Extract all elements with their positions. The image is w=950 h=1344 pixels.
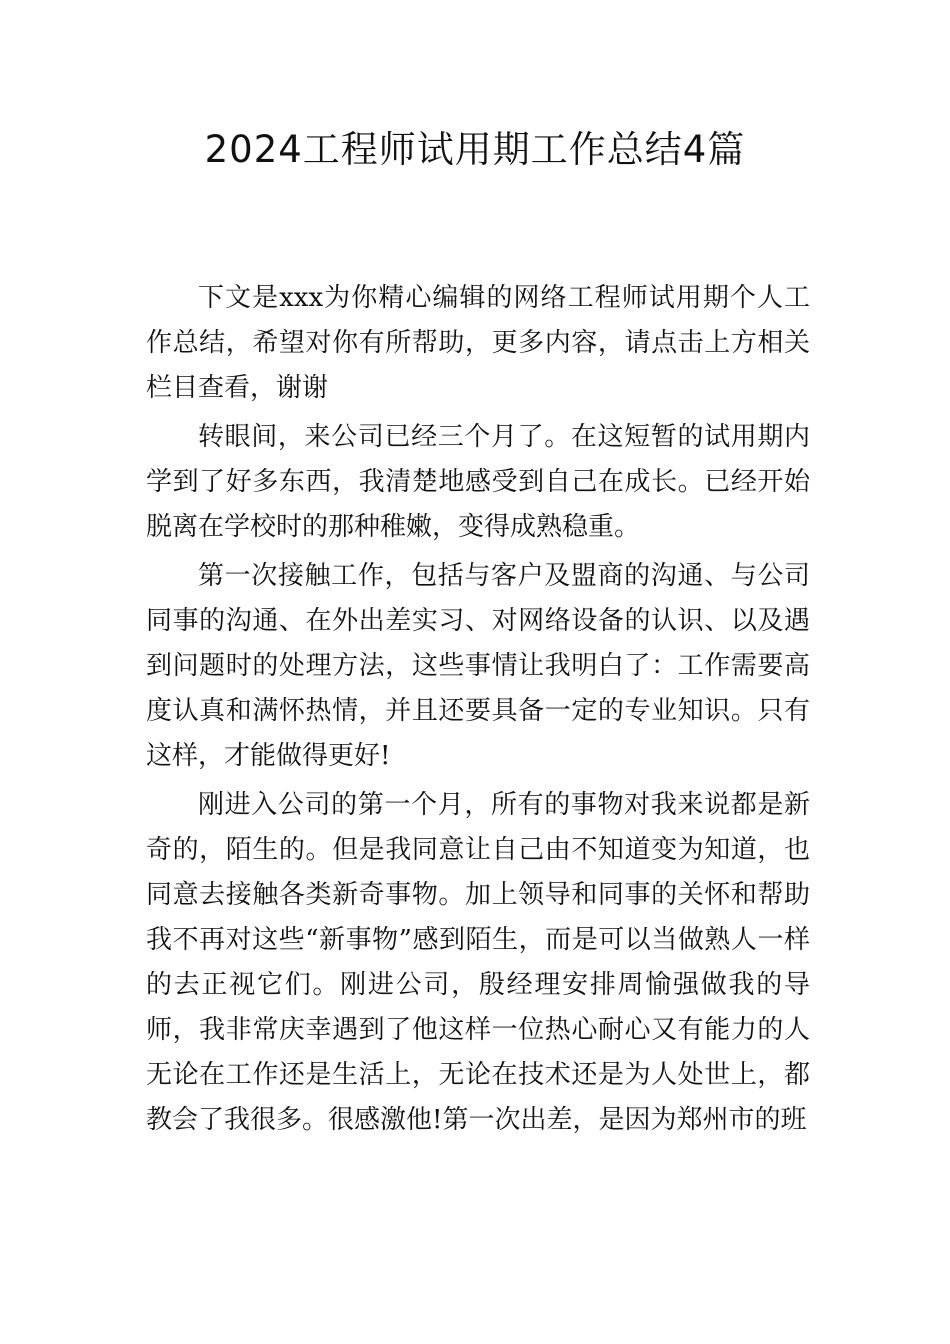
paragraph-reflection: 转眼间，来公司已经三个月了。在这短暂的试用期内学到了好多东西，我清楚地感受到自己在成长。已经开始脱离在学校时的那种稚嫩，变得成熟稳重。 <box>146 422 810 542</box>
paragraph-intro: 下文是xxx为你精心编辑的网络工程师试用期个人工作总结，希望对你有所帮助，更多内容，请点击上方相关栏目查看，谢谢 <box>146 283 810 403</box>
document-title: 2024工程师试用期工作总结4篇 <box>204 128 746 171</box>
document-body <box>146 276 810 1147</box>
paragraph-first-work: 第一次接触工作，包括与客户及盟商的沟通、与公司同事的沟通、在外出差实习、对网络设备的认识、以及遇到问题时的处理方法，这些事情让我明白了：工作需要高度认真和满怀热情，并且还要具备一定的专业知识。只有这样，才能做得更好! <box>146 561 810 771</box>
paragraph-first-month: 刚进入公司的第一个月，所有的事物对我来说都是新奇的，陌生的。但是我同意让自己由不知道变为知道，也同意去接触各类新奇事物。加上领导和同事的关怀和帮助我不再对这些“新事物”感到陌生，而是可以当做熟人一样的去正视它们。刚进公司，殷经理安排周愉强做我的导师，我非常庆幸遇到了他这样一位热心耐心又有能力的人无论在工作还是生活上，无论在技术还是为人处世上，都教会了我很多。很感激他!第一次出差，是因为郑州市的班 <box>146 790 810 1135</box>
